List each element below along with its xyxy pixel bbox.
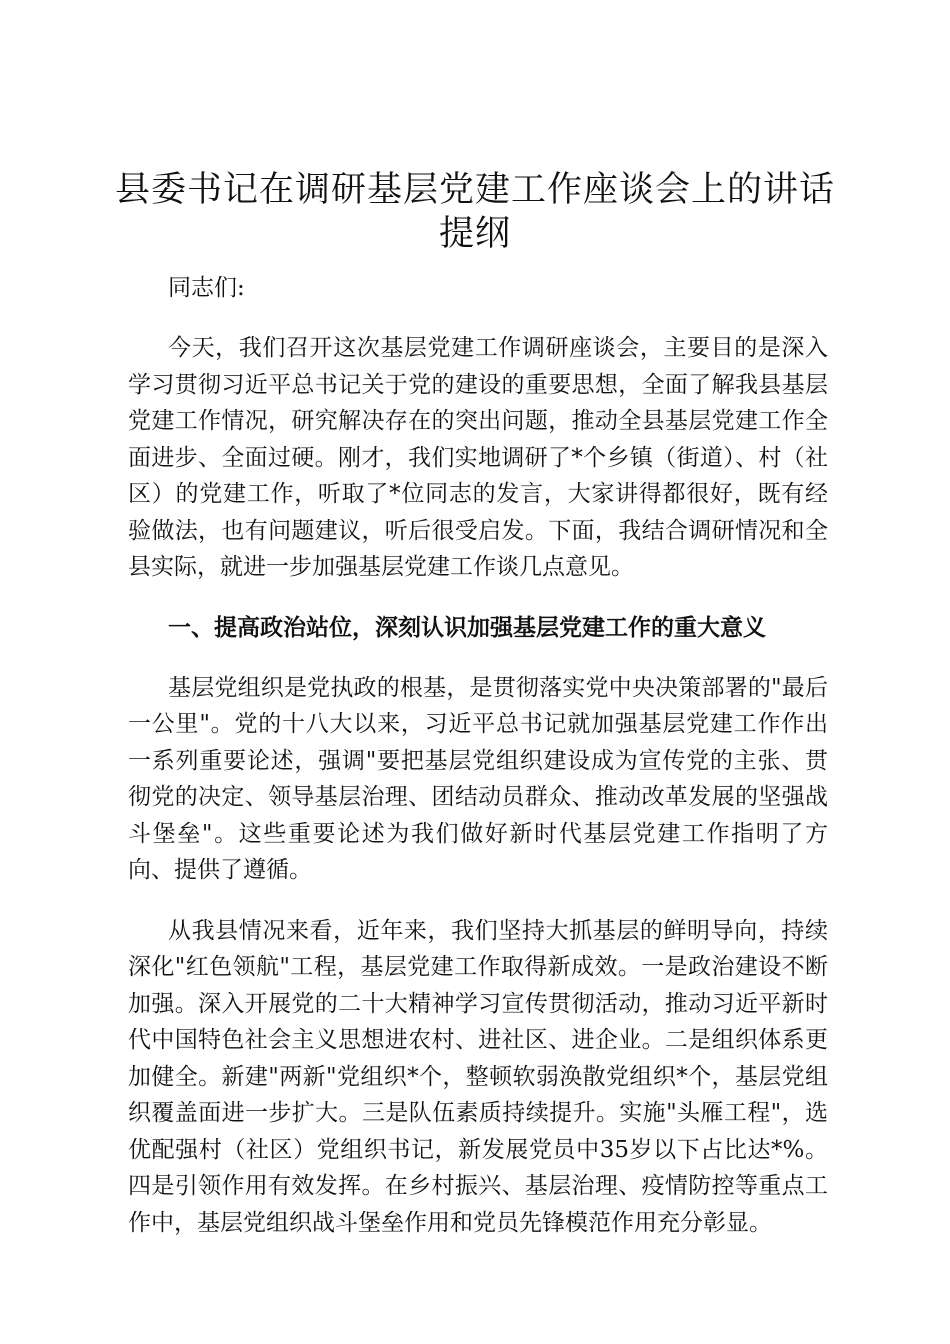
document-title: 县委书记在调研基层党建工作座谈会上的讲话提纲 bbox=[114, 170, 835, 254]
section-heading-1: 一、提高政治站位，深刻认识加强基层党建工作的重大意义 bbox=[168, 613, 766, 641]
paragraph-county-situation: 从我县情况来看，近年来，我们坚持大抓基层的鲜明导向，持续深化"红色领航"工程，基层党建工作取得新成效。一是政治建设不断加强。深入开展党的二十大精神学习宣传贯彻活动，推动习近平新时代中国特色社会主义思想进农村、进社区、进企业。二是组织体系更加健全。新建"两新"党组织*个，整顿软弱涣散党组织*个，基层党组织覆盖面进一步扩大。三是队伍素质持续提升。实施"头雁工程"，选优配强村（社区）党组织书记，新发展党员中35岁以下占比达*%。四是引领作用有效发挥。在乡村振兴、基层治理、疫情防控等重点工作中，基层党组织战斗堡垒作用和党员先锋模范作用充分彰显。 bbox=[128, 917, 828, 1236]
paragraph-significance: 基层党组织是党执政的根基，是贯彻落实党中央决策部署的"最后一公里"。党的十八大以来，习近平总书记就加强基层党建工作作出一系列重要论述，强调"要把基层党组织建设成为宣传党的主张、贯彻党的决定、领导基层治理、团结动员群众、推动改革发展的坚强战斗堡垒"。这些重要论述为我们做好新时代基层党建工作指明了方向、提供了遵循。 bbox=[128, 674, 828, 883]
document-body bbox=[128, 270, 828, 1265]
salutation: 同志们: bbox=[168, 275, 245, 301]
paragraph-intro: 今天，我们召开这次基层党建工作调研座谈会，主要目的是深入学习贯彻习近平总书记关于党的建设的重要思想，全面了解我县基层党建工作情况，研究解决存在的突出问题，推动全县基层党建工作全面进步、全面过硬。刚才，我们实地调研了*个乡镇（街道）、村（社区）的党建工作，听取了*位同志的发言，大家讲得都很好，既有经验做法，也有问题建议，听后很受启发。下面，我结合调研情况和全县实际，就进一步加强基层党建工作谈几点意见。 bbox=[128, 335, 828, 580]
